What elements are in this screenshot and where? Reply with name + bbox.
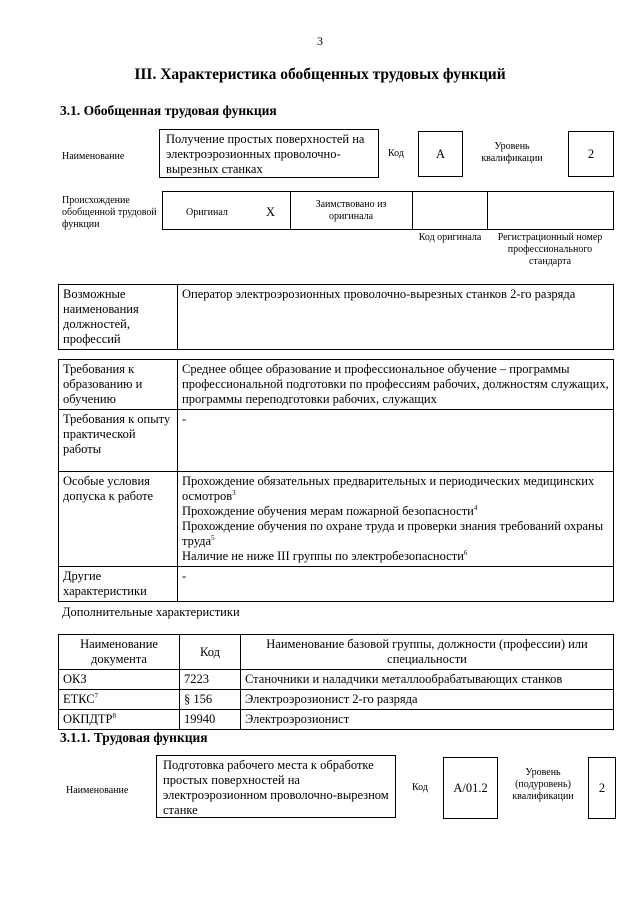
- tf-heading: 3.1.1. Трудовая функция: [60, 730, 208, 745]
- tf-name-label: Наименование: [66, 785, 129, 796]
- special-2-fn: 4: [473, 503, 478, 512]
- special-3-fn: 5: [211, 533, 215, 542]
- gtf-level-value: 2: [568, 131, 614, 177]
- col-name-header: Наименование базовой группы, должности (профессии) или специальности: [241, 635, 614, 670]
- gtf-original-mark: X: [266, 205, 276, 219]
- special-4-fn: 6: [463, 548, 468, 557]
- other-label: Другие характеристики: [59, 567, 178, 602]
- special-4: Наличие не ниже III группы по электробезопасности: [182, 549, 464, 563]
- positions-label: Возможные наименования должностей, профессий: [59, 285, 178, 350]
- requirements-table: [58, 359, 614, 602]
- education-label: Требования к образованию и обучению: [59, 360, 178, 410]
- tf-name-value: Подготовка рабочего места к обработке простых поверхностей на электроэрозионном проволочно-вырезном станке: [156, 755, 396, 818]
- additional-heading: Дополнительные характеристики: [62, 605, 240, 619]
- gtf-code-label: Код: [388, 148, 404, 159]
- education-value: Среднее общее образование и профессиональное обучение – программы профессиональной подготовки по профессиям рабочих, должностям служащих, программы переподготовки рабочих, служащих: [178, 360, 614, 410]
- table-row: ЕТКС$^7$ § 156 Электроэрозионист 2-го разряда: [59, 690, 614, 710]
- positions-table: [58, 284, 614, 350]
- col-doc-header: Наименование документа: [59, 635, 180, 670]
- table-row: ОКПДТР$^8$ 19940 Электроэрозионист: [59, 710, 614, 730]
- gtf-code-value: А: [418, 131, 463, 177]
- gtf-name-label: Наименование: [62, 151, 125, 162]
- experience-value: -: [178, 410, 614, 472]
- gtf-origin-label: Происхождение обобщенной трудовой функции: [62, 195, 157, 230]
- gtf-borrowed-label: Заимствовано из оригинала: [315, 199, 387, 222]
- gtf-name-value: Получение простых поверхностей на электроэрозионных проволочно-вырезных станках: [159, 129, 379, 178]
- gtf-original-label: Оригинал: [186, 207, 228, 218]
- page-number: 3: [317, 34, 323, 48]
- special-label: Особые условия допуска к работе: [59, 472, 178, 567]
- special-2: Прохождение обучения мерам пожарной безопасности: [182, 504, 474, 518]
- special-1: Прохождение обязательных предварительных и периодических медицинских осмотров: [182, 474, 595, 503]
- tf-code-value: А/01.2: [443, 757, 498, 819]
- section-title: III. Характеристика обобщенных трудовых функций: [134, 66, 506, 83]
- special-value: [178, 472, 614, 567]
- special-3: Прохождение обучения по охране труда и проверки знания требований охраны труда: [182, 519, 604, 548]
- col-code-header: Код: [180, 635, 241, 670]
- additional-table: [58, 634, 614, 730]
- experience-label: Требования к опыту практической работы: [59, 410, 178, 472]
- gtf-heading: 3.1. Обобщенная трудовая функция: [60, 103, 277, 118]
- other-value: -: [178, 567, 614, 602]
- tf-level-label: Уровень (подуровень) квалификации: [512, 767, 574, 802]
- tf-code-label: Код: [412, 782, 428, 793]
- positions-value: Оператор электроэрозионных проволочно-вырезных станков 2-го разряда: [178, 285, 614, 350]
- gtf-orig-code-caption: Код оригинала: [418, 232, 482, 243]
- table-row: ОКЗ 7223 Станочники и наладчики металлообрабатывающих станков: [59, 670, 614, 690]
- special-1-fn: 3: [232, 488, 236, 497]
- gtf-reg-num-caption: Регистрационный номер профессионального стандарта: [497, 232, 603, 267]
- tf-level-value: 2: [588, 757, 616, 819]
- gtf-level-label: Уровень квалификации: [481, 141, 543, 164]
